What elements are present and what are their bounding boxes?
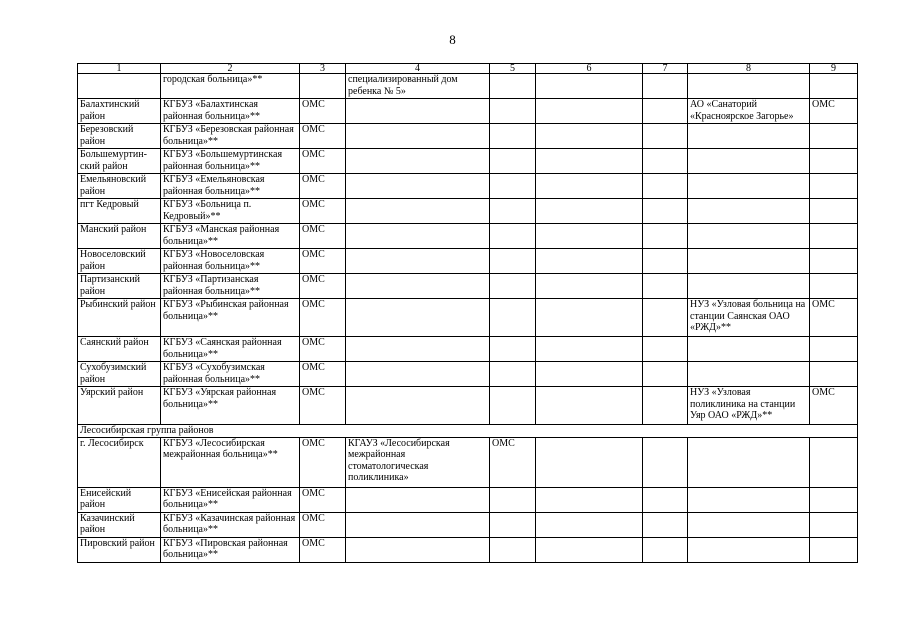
other-funding-cell xyxy=(810,537,858,562)
institution-cell: КГБУЗ «Казачинская районная больница»** xyxy=(161,512,300,537)
institution-cell: КГБУЗ «Березовская районная больница»** xyxy=(161,124,300,149)
extra-funding-cell xyxy=(490,362,536,387)
district-cell: Пировский район xyxy=(78,537,161,562)
institution-cell: КГБУЗ «Уярская районная больница»** xyxy=(161,387,300,425)
column-number: 1 xyxy=(78,64,161,74)
district-cell: Емельяновский район xyxy=(78,174,161,199)
funding-cell: ОМС xyxy=(300,299,346,337)
other-institution-cell xyxy=(688,537,810,562)
extra-funding-cell xyxy=(490,512,536,537)
extra-funding-cell xyxy=(490,249,536,274)
other-funding-cell xyxy=(810,337,858,362)
column-number: 8 xyxy=(688,64,810,74)
table-body xyxy=(78,64,858,563)
other-institution-cell xyxy=(688,512,810,537)
institution-cell: КГБУЗ «Манская районная больница»** xyxy=(161,224,300,249)
institution-cell: КГБУЗ «Сухобузимская районная больница»** xyxy=(161,362,300,387)
empty-cell xyxy=(536,224,643,249)
other-institution-cell xyxy=(688,487,810,512)
empty-cell xyxy=(643,74,688,99)
funding-cell: ОМС xyxy=(300,274,346,299)
extra-funding-cell xyxy=(490,299,536,337)
extra-institution-cell xyxy=(346,512,490,537)
extra-institution-cell xyxy=(346,387,490,425)
institution-cell: КГБУЗ «Саянская районная больница»** xyxy=(161,337,300,362)
other-institution-cell xyxy=(688,224,810,249)
table-row xyxy=(78,299,858,337)
institution-cell: КГБУЗ «Емельяновская районная больница»** xyxy=(161,174,300,199)
other-institution-cell xyxy=(688,124,810,149)
empty-cell xyxy=(643,99,688,124)
other-funding-cell xyxy=(810,487,858,512)
other-institution-cell xyxy=(688,274,810,299)
table-row xyxy=(78,274,858,299)
empty-cell xyxy=(643,149,688,174)
empty-cell xyxy=(536,199,643,224)
empty-cell xyxy=(643,437,688,487)
extra-funding-cell xyxy=(490,199,536,224)
column-number: 4 xyxy=(346,64,490,74)
extra-funding-cell xyxy=(490,99,536,124)
funding-cell xyxy=(300,74,346,99)
extra-institution-cell xyxy=(346,537,490,562)
empty-cell xyxy=(536,124,643,149)
other-institution-cell xyxy=(688,199,810,224)
other-institution-cell xyxy=(688,74,810,99)
extra-institution-cell xyxy=(346,199,490,224)
other-institution-cell: НУЗ «Узловая больница на станции Саянская ОАО «РЖД»** xyxy=(688,299,810,337)
district-cell: Рыбинский район xyxy=(78,299,161,337)
empty-cell xyxy=(643,199,688,224)
funding-cell: ОМС xyxy=(300,249,346,274)
empty-cell xyxy=(643,387,688,425)
table-row xyxy=(78,99,858,124)
extra-funding-cell xyxy=(490,224,536,249)
column-number-row xyxy=(78,64,858,74)
institution-cell: городская больница»** xyxy=(161,74,300,99)
funding-cell: ОМС xyxy=(300,199,346,224)
other-funding-cell xyxy=(810,224,858,249)
funding-cell: ОМС xyxy=(300,99,346,124)
column-number: 5 xyxy=(490,64,536,74)
funding-cell: ОМС xyxy=(300,224,346,249)
district-cell: Уярский район xyxy=(78,387,161,425)
other-institution-cell xyxy=(688,362,810,387)
funding-cell: ОМС xyxy=(300,387,346,425)
other-funding-cell xyxy=(810,74,858,99)
extra-institution-cell xyxy=(346,224,490,249)
extra-funding-cell: ОМС xyxy=(490,437,536,487)
district-cell: Балахтинский район xyxy=(78,99,161,124)
empty-cell xyxy=(536,512,643,537)
extra-funding-cell xyxy=(490,149,536,174)
other-institution-cell xyxy=(688,174,810,199)
table-row xyxy=(78,512,858,537)
extra-funding-cell xyxy=(490,74,536,99)
extra-institution-cell xyxy=(346,249,490,274)
funding-cell: ОМС xyxy=(300,537,346,562)
table-row xyxy=(78,337,858,362)
other-funding-cell xyxy=(810,124,858,149)
empty-cell xyxy=(643,337,688,362)
institution-cell: КГБУЗ «Лесосибирская межрайонная больница»** xyxy=(161,437,300,487)
funding-cell: ОМС xyxy=(300,512,346,537)
district-cell: Сухобузимский район xyxy=(78,362,161,387)
table-row xyxy=(78,199,858,224)
column-number: 2 xyxy=(161,64,300,74)
institution-cell: КГБУЗ «Рыбинская районная больница»** xyxy=(161,299,300,337)
other-institution-cell xyxy=(688,337,810,362)
extra-funding-cell xyxy=(490,174,536,199)
empty-cell xyxy=(536,487,643,512)
hospital-table xyxy=(77,63,858,563)
funding-cell: ОМС xyxy=(300,337,346,362)
empty-cell xyxy=(643,362,688,387)
table-row xyxy=(78,487,858,512)
empty-cell xyxy=(643,174,688,199)
funding-cell: ОМС xyxy=(300,437,346,487)
empty-cell xyxy=(643,124,688,149)
district-cell xyxy=(78,74,161,99)
funding-cell: ОМС xyxy=(300,487,346,512)
table-row xyxy=(78,224,858,249)
district-cell: Казачинский район xyxy=(78,512,161,537)
column-number: 9 xyxy=(810,64,858,74)
extra-institution-cell: специализированный дом ребенка № 5» xyxy=(346,74,490,99)
empty-cell xyxy=(643,299,688,337)
other-funding-cell: ОМС xyxy=(810,99,858,124)
institution-cell: КГБУЗ «Новоселовская районная больница»** xyxy=(161,249,300,274)
other-institution-cell: НУЗ «Узловая поликлиника на станции Уяр ОАО «РЖД»** xyxy=(688,387,810,425)
group-heading-row xyxy=(78,425,858,438)
institution-cell: КГБУЗ «Больница п. Кедровый»** xyxy=(161,199,300,224)
institution-cell: КГБУЗ «Большемуртинская районная больница»** xyxy=(161,149,300,174)
empty-cell xyxy=(536,149,643,174)
empty-cell xyxy=(536,387,643,425)
institution-cell: КГБУЗ «Партизанская районная больница»** xyxy=(161,274,300,299)
page-number: 8 xyxy=(449,32,456,47)
empty-cell xyxy=(643,537,688,562)
extra-funding-cell xyxy=(490,537,536,562)
extra-institution-cell xyxy=(346,124,490,149)
funding-cell: ОМС xyxy=(300,362,346,387)
empty-cell xyxy=(536,74,643,99)
other-institution-cell xyxy=(688,249,810,274)
other-funding-cell xyxy=(810,437,858,487)
table-row xyxy=(78,387,858,425)
empty-cell xyxy=(536,174,643,199)
other-institution-cell: АО «Санаторий «Красноярское Загорье» xyxy=(688,99,810,124)
other-funding-cell xyxy=(810,174,858,199)
table-row xyxy=(78,437,858,487)
empty-cell xyxy=(536,299,643,337)
other-funding-cell: ОМС xyxy=(810,387,858,425)
district-cell: Манский район xyxy=(78,224,161,249)
table-row xyxy=(78,537,858,562)
district-cell: г. Лесосибирск xyxy=(78,437,161,487)
column-number: 6 xyxy=(536,64,643,74)
district-cell: Партизанский район xyxy=(78,274,161,299)
empty-cell xyxy=(643,224,688,249)
column-number: 3 xyxy=(300,64,346,74)
table-row xyxy=(78,124,858,149)
district-cell: Березовский район xyxy=(78,124,161,149)
empty-cell xyxy=(536,437,643,487)
empty-cell xyxy=(536,537,643,562)
empty-cell xyxy=(643,487,688,512)
funding-cell: ОМС xyxy=(300,124,346,149)
empty-cell xyxy=(536,249,643,274)
table-row xyxy=(78,74,858,99)
empty-cell xyxy=(536,337,643,362)
extra-institution-cell xyxy=(346,487,490,512)
extra-funding-cell xyxy=(490,337,536,362)
district-cell: пгт Кедровый xyxy=(78,199,161,224)
column-number: 7 xyxy=(643,64,688,74)
extra-institution-cell: КГАУЗ «Лесосибирская межрайонная стоматологическая поликлиника» xyxy=(346,437,490,487)
extra-institution-cell xyxy=(346,274,490,299)
institution-cell: КГБУЗ «Енисейская районная больница»** xyxy=(161,487,300,512)
extra-institution-cell xyxy=(346,299,490,337)
funding-cell: ОМС xyxy=(300,174,346,199)
extra-funding-cell xyxy=(490,124,536,149)
extra-funding-cell xyxy=(490,274,536,299)
extra-funding-cell xyxy=(490,387,536,425)
table-row xyxy=(78,249,858,274)
empty-cell xyxy=(643,512,688,537)
district-cell: Большемуртин-ский район xyxy=(78,149,161,174)
table-row xyxy=(78,174,858,199)
funding-cell: ОМС xyxy=(300,149,346,174)
table-row xyxy=(78,149,858,174)
empty-cell xyxy=(643,274,688,299)
other-funding-cell xyxy=(810,274,858,299)
extra-institution-cell xyxy=(346,362,490,387)
extra-institution-cell xyxy=(346,99,490,124)
other-funding-cell xyxy=(810,249,858,274)
institution-cell: КГБУЗ «Пировская районная больница»** xyxy=(161,537,300,562)
other-funding-cell xyxy=(810,512,858,537)
extra-institution-cell xyxy=(346,174,490,199)
other-institution-cell xyxy=(688,437,810,487)
district-cell: Енисейский район xyxy=(78,487,161,512)
other-funding-cell xyxy=(810,149,858,174)
empty-cell xyxy=(536,274,643,299)
other-funding-cell xyxy=(810,362,858,387)
extra-institution-cell xyxy=(346,337,490,362)
empty-cell xyxy=(536,362,643,387)
district-cell: Саянский район xyxy=(78,337,161,362)
other-funding-cell: ОМС xyxy=(810,299,858,337)
district-cell: Новоселовский район xyxy=(78,249,161,274)
other-institution-cell xyxy=(688,149,810,174)
other-funding-cell xyxy=(810,199,858,224)
group-heading: Лесосибирская группа районов xyxy=(78,425,858,438)
table-row xyxy=(78,362,858,387)
extra-funding-cell xyxy=(490,487,536,512)
extra-institution-cell xyxy=(346,149,490,174)
empty-cell xyxy=(643,249,688,274)
institution-cell: КГБУЗ «Балахтинская районная больница»** xyxy=(161,99,300,124)
empty-cell xyxy=(536,99,643,124)
